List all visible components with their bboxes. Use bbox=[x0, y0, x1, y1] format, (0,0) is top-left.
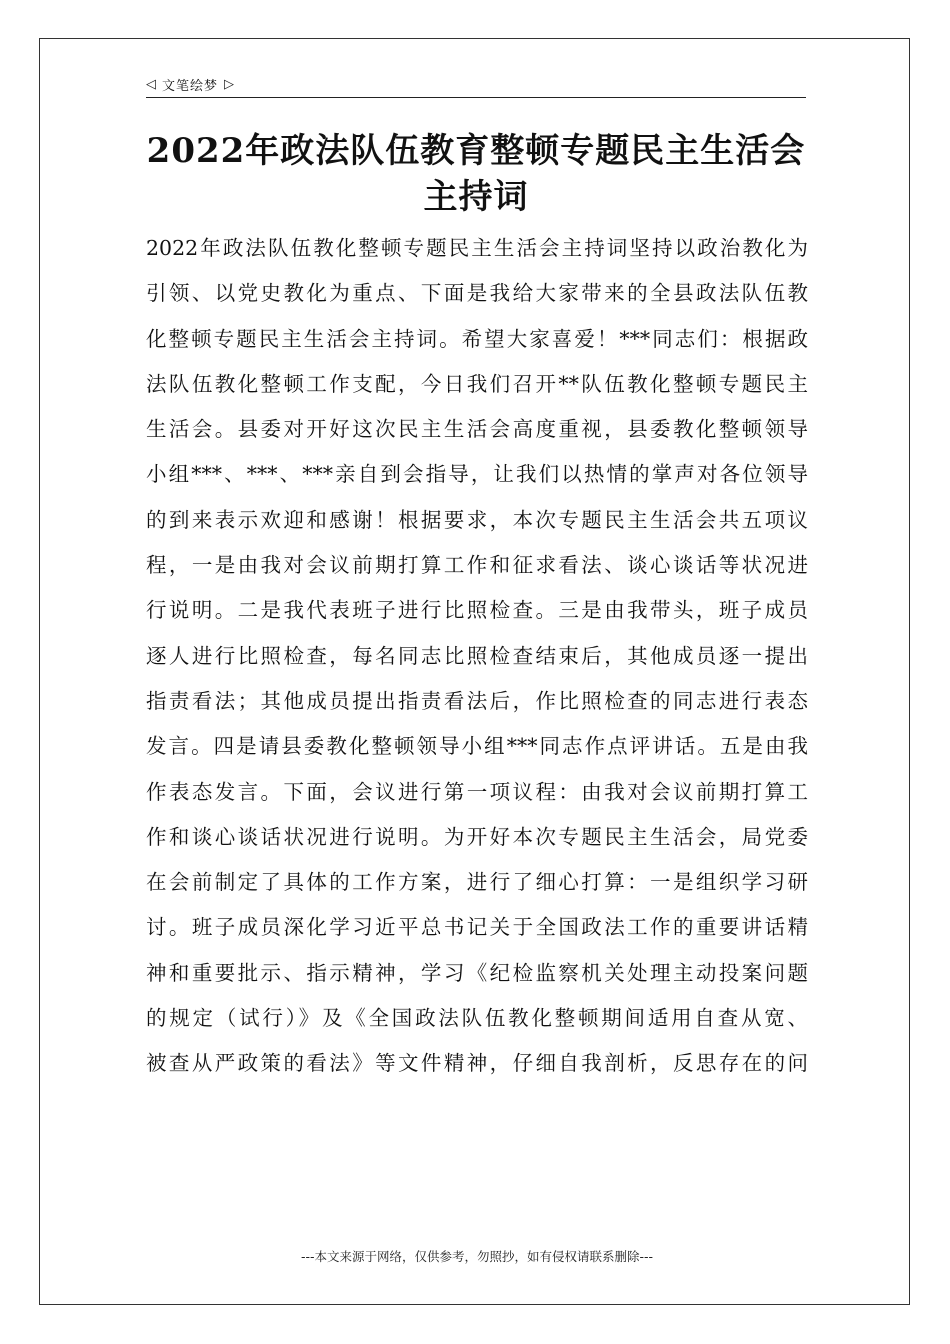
right-triangle-icon: ▷ bbox=[224, 77, 235, 92]
body-line: 讨。班子成员深化学习近平总书记关于全国政法工作的重要讲话精 bbox=[146, 915, 808, 940]
body-line: 行说明。二是我代表班子进行比照检查。三是由我带头，班子成员 bbox=[146, 598, 808, 623]
body-line: 作表态发言。下面，会议进行第一项议程：由我对会议前期打算工 bbox=[146, 779, 808, 804]
title-line-1: 2022年政法队伍教育整顿专题民主生活会 bbox=[146, 131, 806, 171]
body-line: 的规定（试行）》及《全国政法队伍教化整顿期间适用自查从宽、 bbox=[146, 1006, 808, 1031]
body-line: 法队伍教化整顿工作支配，今日我们召开**队伍教化整顿专题民主 bbox=[146, 371, 808, 396]
page-header bbox=[146, 72, 806, 98]
body-line: 化整顿专题民主生活会主持词。希望大家喜爱！***同志们：根据政 bbox=[146, 326, 808, 351]
document-title bbox=[146, 128, 806, 220]
body-paragraph bbox=[146, 226, 808, 1087]
body-line: 在会前制定了具体的工作方案，进行了细心打算：一是组织学习研 bbox=[146, 870, 808, 895]
body-line: 逐人进行比照检查，每名同志比照检查结束后，其他成员逐一提出 bbox=[146, 643, 808, 668]
body-line: 神和重要批示、指示精神，学习《纪检监察机关处理主动投案问题 bbox=[146, 960, 808, 985]
body-line: 发言。四是请县委教化整顿领导小组***同志作点评讲话。五是由我 bbox=[146, 734, 808, 759]
body-line: 生活会。县委对开好这次民主生活会高度重视，县委教化整顿领导 bbox=[146, 417, 808, 442]
body-line: 小组***、***、***亲自到会指导，让我们以热情的掌声对各位领导 bbox=[146, 462, 808, 487]
title-line-2: 主持词 bbox=[423, 177, 529, 217]
body-line: 的到来表示欢迎和感谢！根据要求，本次专题民主生活会共五项议 bbox=[146, 507, 808, 532]
footer-disclaimer: ---本文来源于网络，仅供参考，勿照抄，如有侵权请联系删除--- bbox=[300, 1249, 654, 1264]
left-triangle-icon: ◁ bbox=[146, 77, 156, 92]
body-line: 引领、以党史教化为重点、下面是我给大家带来的全县政法队伍教 bbox=[146, 281, 808, 306]
header-brand: 文笔绘梦 bbox=[162, 79, 219, 94]
body-line: 作和谈心谈话状况进行说明。为开好本次专题民主生活会，局党委 bbox=[146, 824, 808, 849]
body-line: 程，一是由我对会议前期打算工作和征求看法、谈心谈话等状况进 bbox=[146, 553, 808, 578]
body-line: 2022年政法队伍教化整顿专题民主生活会主持词坚持以政治教化为 bbox=[146, 236, 808, 260]
body-line: 指责看法；其他成员提出指责看法后，作比照检查的同志进行表态 bbox=[146, 688, 808, 713]
body-line: 被查从严政策的看法》等文件精神，仔细自我剖析，反思存在的问 bbox=[146, 1051, 808, 1076]
